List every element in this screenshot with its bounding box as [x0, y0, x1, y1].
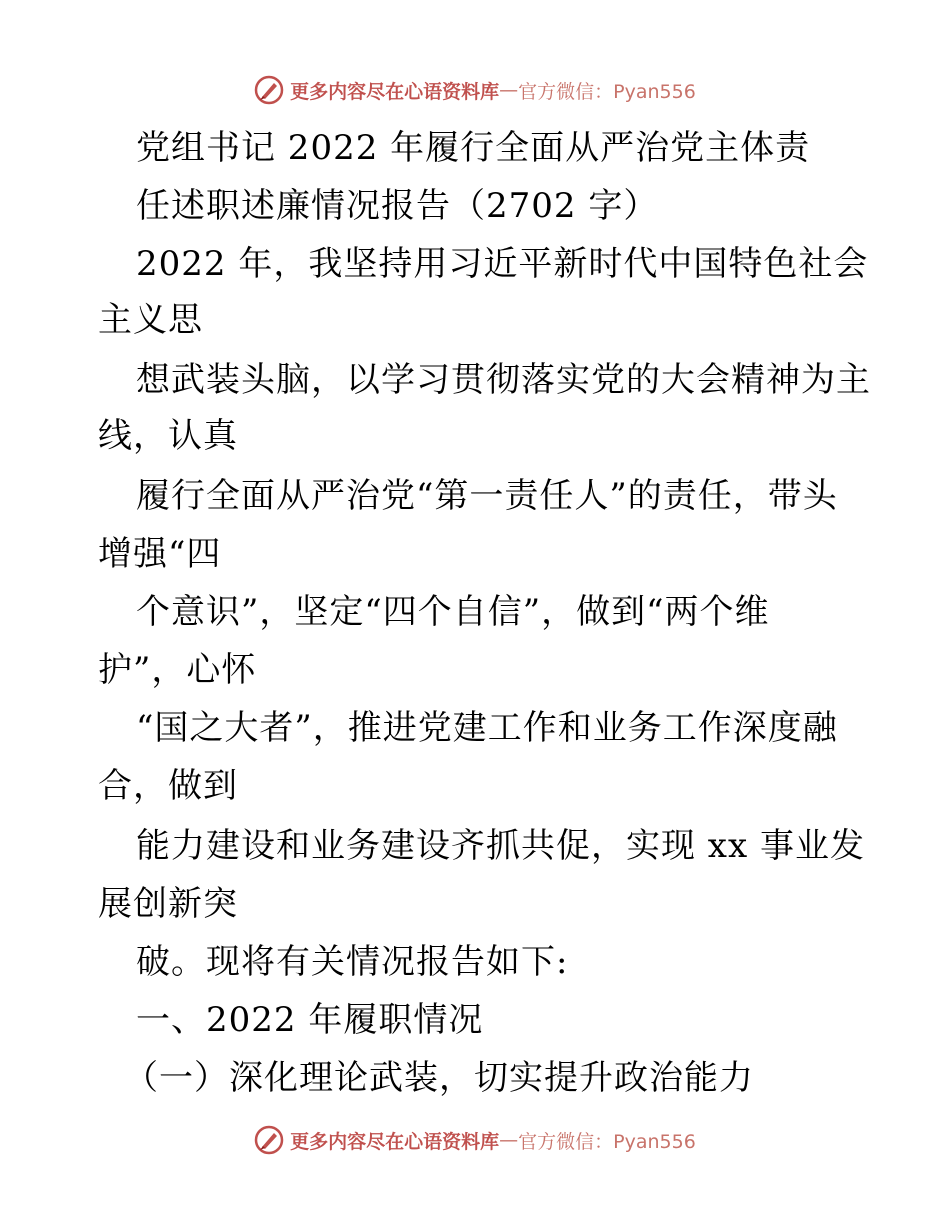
watermark-dash: — — [499, 1129, 519, 1151]
subsection-heading: （一）深化理论武装，切实提升政治能力 — [124, 1058, 754, 1098]
watermark-text: 更多内容尽在心语资料库 — [290, 1130, 500, 1153]
body-line: 履行全面从严治党“第一责任人”的责任，带头 — [136, 476, 838, 516]
watermark-contact: 官方微信：Pyan556 — [518, 80, 696, 103]
body-line: 主义思 — [98, 300, 203, 340]
pen-logo-icon — [254, 75, 284, 105]
body-line: 线，认真 — [98, 416, 238, 456]
footer-watermark — [0, 1118, 950, 1162]
watermark-text: 更多内容尽在心语资料库 — [290, 80, 500, 103]
body-line: 合，做到 — [98, 766, 238, 806]
body-line: 增强“四 — [98, 534, 222, 574]
section-heading: 一、2022 年履职情况 — [136, 1000, 484, 1040]
body-line: “国之大者”，推进党建工作和业务工作深度融 — [136, 708, 838, 748]
watermark-contact: 官方微信：Pyan556 — [518, 1130, 696, 1153]
header-watermark — [0, 68, 950, 112]
document-title-line-1: 党组书记 2022 年履行全面从严治党主体责 — [136, 128, 811, 168]
body-line: 2022 年，我坚持用习近平新时代中国特色社会 — [136, 244, 869, 284]
body-line: 破。现将有关情况报告如下: — [136, 942, 569, 982]
body-line: 个意识”，坚定“四个自信”，做到“两个维 — [136, 592, 770, 632]
body-line: 想武装头脑，以学习贯彻落实党的大会精神为主 — [136, 360, 871, 400]
body-line: 能力建设和业务建设齐抓共促，实现 xx 事业发 — [136, 826, 865, 866]
document-title-line-2: 任述职述廉情况报告（2702 字） — [136, 186, 659, 226]
watermark-dash: — — [499, 79, 519, 101]
body-line: 护”，心怀 — [98, 650, 257, 690]
pen-logo-icon — [254, 1125, 284, 1155]
body-line: 展创新突 — [98, 884, 238, 924]
